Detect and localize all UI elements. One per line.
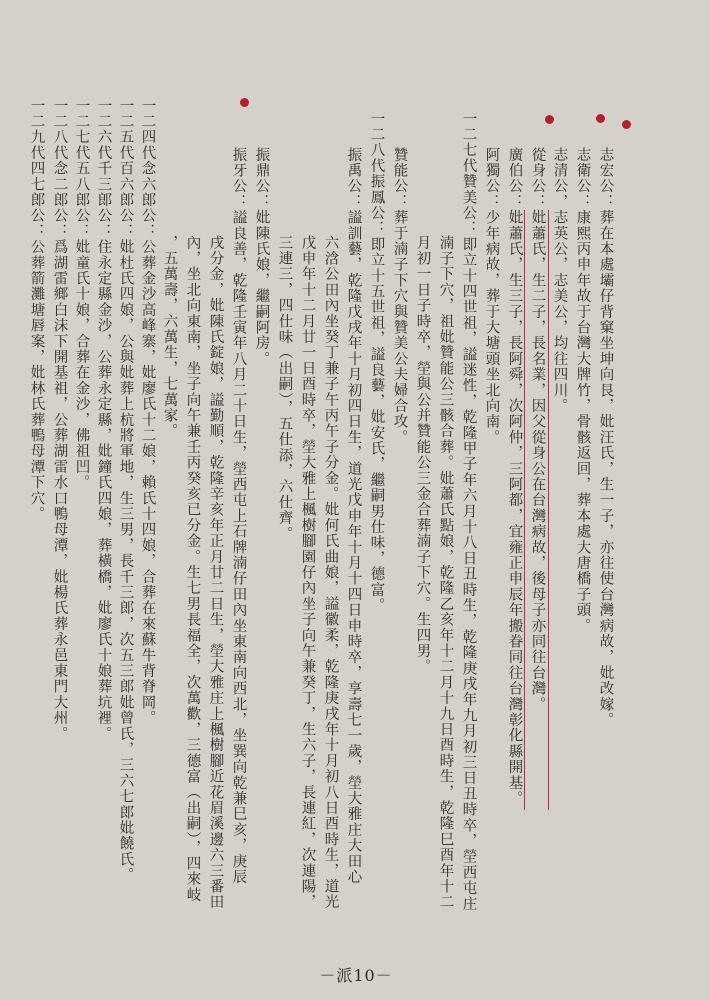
entry-column: 振禹公：謚訓藝，乾隆戊戌年十月初四日生，道光戊申年十月十四日申時卒，享壽七一歲，塋大雅庄大田心 <box>345 147 362 885</box>
entry-column: 戌分金，妣陳氏錠娘，謚勤順，乾隆辛亥年正月廿二日生，塋大雅庄上楓樹腳近花眉溪邊六三番田 <box>207 235 224 911</box>
entry-column: 月初一日子時卒，塋與公并贊能公三金合葬湳子下穴。生四男。 <box>414 235 431 675</box>
entry-column: 志清公，志英公，志美公，均往四川。 <box>551 147 568 414</box>
red-annotation-dot <box>545 115 554 124</box>
entry-column: 一二五代百六郎公：妣杜氏四娘，公與妣葬上杭將軍地，生三男，長千三郎，次五三郎妣曾氏，三六七郎妣饒氏。 <box>117 98 134 883</box>
entry-column: 一二六代千三郎公：住永定縣金沙，公葬永定縣，妣鐘氏四娘，葬橫橋，妣廖氏十娘葬坑裡。 <box>95 98 112 742</box>
entry-column: 一二四代念六郎公：公葬金沙高峰寨，妣廖氏十二娘，賴氏十四娘，合葬在來蘇牛背脊岡。 <box>139 98 156 726</box>
entry-column: 一二七代贊美公：即立十四世祖，謚迷性，乾隆甲子年六月十八日丑時生，乾隆庚戌年九月初三日丑時卒，塋西屯庄 <box>460 111 477 912</box>
red-annotation-line <box>548 210 549 810</box>
red-annotation-dot <box>622 120 631 129</box>
entry-column: 振牙公：謚良善，乾隆壬寅年八月二十日生，塋西屯上石牌湳仔田內坐東南向西北，坐巽向乾兼巳亥，庚辰 <box>230 147 247 885</box>
entry-column: 內，坐北向東南，坐子向午兼壬丙癸亥已分金。生七男長福全，次萬歡，三德富（出嗣），四來岐 <box>184 235 201 903</box>
entry-column: 志衛公：康熙丙申年故于台灣大牌竹，骨骸返回，葬本處大唐橋子頭。 <box>574 147 591 634</box>
entry-column: 湳子下穴，祖妣贊能公三骸合葬。妣蕭氏點娘，乾隆乙亥年十二月十九日酉時生，乾隆巳酉年十二 <box>437 235 454 911</box>
entry-column: ，五萬壽，六萬生，七萬家。 <box>161 235 178 440</box>
entry-column: 贊能公：葬于湳子下穴與贊美公夫婦合攻。 <box>391 147 408 446</box>
page-number: －派10－ <box>319 966 393 985</box>
entry-column: 廣伯公：妣蕭氏，生三子，長阿舜，次阿仲，三阿都，宜雍正申辰年搬眷同往台灣彰化縣開基。 <box>506 147 523 807</box>
red-annotation-dot <box>240 98 249 107</box>
entry-column: 六浛公田內坐癸丁兼子午丙午子分金。妣何氏曲娘，謚徽柔，乾隆庚戌年十月初八日酉時生，道光 <box>322 235 339 911</box>
entry-column: 戊申年十二月廿一日酉時卒，塋大雅上楓樹腳園仔內坐子向午兼癸丁，生六子，長連紅，次連陽， <box>299 235 316 911</box>
entry-column: 振鼎公：妣陳氏娘，繼嗣阿房。 <box>253 147 270 367</box>
red-annotation-dot <box>596 114 605 123</box>
red-annotation-line <box>524 210 525 810</box>
entry-column: 阿獨公：少年病故，葬于大塘頭坐北向南。 <box>483 147 500 446</box>
entry-column: 志宏公：葬在本處壩仔背窠坐坤向艮，妣汪氏，生一子，亦往使台灣病故，妣改嫁。 <box>597 147 614 728</box>
entry-column: 三連三，四仕味（出嗣），五仕添，六仕齊。 <box>276 235 293 542</box>
entry-column: 一二八代念二郎公：爲湖雷鄉白沫下開基祖，公葬湖雷水口鴨母潭，妣楊氏葬永邑東門大州。 <box>51 98 68 742</box>
entry-column: 從身公：妣蕭氏，生二子，長名業，因父從身公在台灣病故，後母子亦同往台灣。 <box>529 147 546 713</box>
entry-column: 一二八代振鳳公：即立十五世祖，謚良藝，妣安氏，繼嗣男仕味，德富。 <box>368 111 385 614</box>
entry-column: 一二七代五八郎公：妣童氏十娘，合葬在金沙，佛祖凹。 <box>73 98 90 491</box>
entry-column: 一二九代四七郎公：公葬箭灘塘唇案，妣林氏葬鴨母潭下穴。 <box>28 98 45 522</box>
